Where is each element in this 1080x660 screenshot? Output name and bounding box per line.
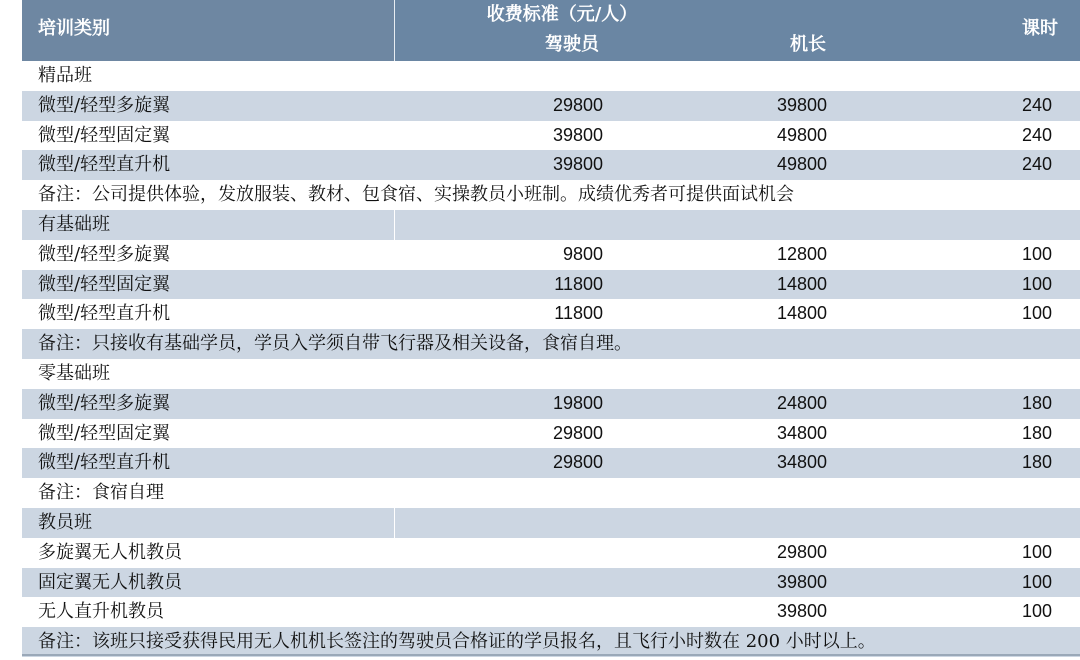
header-category: 培训类别 [38,18,110,39]
section-row [22,61,1080,91]
section-row [22,359,1080,389]
note-row [22,329,1080,359]
section-row [22,210,1080,240]
category-cell: 微型/轻型固定翼 [38,422,171,444]
section-label: 有基础班 [38,213,110,235]
captain-fee-cell: 39800 [776,571,827,592]
note-text: 备注：该班只接受获得民用无人机机长签注的驾驶员合格证的学员报名，且飞行小时数在 200 小时以上。 [38,631,876,653]
hours-cell: 100 [1021,303,1052,324]
hours-cell: 100 [1021,243,1052,264]
category-cell: 微型/轻型多旋翼 [38,243,171,265]
table-row [22,538,1080,568]
captain-fee-cell: 49800 [776,124,827,145]
category-cell: 无人直升机教员 [38,601,164,623]
table-row [22,150,1080,180]
hours-cell: 240 [1021,124,1052,145]
pilot-fee-cell: 29800 [552,94,603,115]
section-divider [394,210,395,240]
captain-fee-cell: 34800 [776,422,827,443]
table-row [22,270,1080,300]
pilot-fee-cell: 29800 [552,422,603,443]
note-text: 备注：公司提供体验，发放服装、教材、包食宿、实操教员小班制。成绩优秀者可提供面试机会 [38,184,794,206]
pilot-fee-cell: 11800 [554,303,603,324]
hours-cell: 100 [1021,273,1052,294]
category-cell: 微型/轻型固定翼 [38,273,171,295]
header-captain: 机长 [790,34,826,55]
category-cell: 多旋翼无人机教员 [38,541,182,563]
section-divider [394,61,395,91]
captain-fee-cell: 29800 [776,541,827,562]
header-pilot: 驾驶员 [545,34,599,55]
category-cell: 固定翼无人机教员 [38,571,182,593]
pilot-fee-cell: 29800 [552,452,603,473]
table-body [0,61,1080,657]
hours-cell: 180 [1021,452,1052,473]
note-row [22,478,1080,508]
category-cell: 微型/轻型多旋翼 [38,94,171,116]
section-divider [394,508,395,538]
captain-fee-cell: 14800 [776,273,827,294]
pilot-fee-cell: 9800 [562,243,603,264]
note-text: 备注：食宿自理 [38,482,164,504]
table-row [22,91,1080,121]
table-row [22,299,1080,329]
table-header [0,0,1080,61]
table-bottom-border [22,654,1080,656]
captain-fee-cell: 34800 [776,452,827,473]
category-cell: 微型/轻型直升机 [38,303,171,325]
hours-cell: 180 [1021,422,1052,443]
pilot-fee-cell: 11800 [554,273,603,294]
section-label: 教员班 [38,511,92,533]
captain-fee-cell: 24800 [776,392,827,413]
hours-cell: 100 [1021,541,1052,562]
category-cell: 微型/轻型直升机 [38,452,171,474]
table-row [22,419,1080,449]
table-row [22,240,1080,270]
hours-cell: 180 [1021,392,1052,413]
category-cell: 微型/轻型固定翼 [38,124,171,146]
hours-cell: 240 [1021,154,1052,175]
hours-cell: 100 [1021,571,1052,592]
captain-fee-cell: 39800 [776,94,827,115]
note-row [22,627,1080,657]
category-cell: 微型/轻型多旋翼 [38,392,171,414]
header-hours: 课时 [1022,18,1058,39]
note-text: 备注：只接收有基础学员，学员入学须自带飞行器及相关设备，食宿自理。 [38,333,632,355]
pilot-fee-cell: 39800 [552,124,603,145]
captain-fee-cell: 49800 [776,154,827,175]
category-cell: 微型/轻型直升机 [38,154,171,176]
section-label: 零基础班 [38,362,110,384]
header-fee-standard: 收费标准（元/人） [486,4,638,25]
table-row [22,121,1080,151]
pilot-fee-cell: 19800 [552,392,603,413]
captain-fee-cell: 12800 [776,243,827,264]
table-row [22,597,1080,627]
section-label: 精品班 [38,65,92,86]
note-row [22,180,1080,210]
hours-cell: 240 [1021,94,1052,115]
captain-fee-cell: 39800 [776,601,827,622]
hours-cell: 100 [1021,601,1052,622]
table-row [22,448,1080,478]
pilot-fee-cell: 39800 [552,154,603,175]
table-row [22,568,1080,598]
section-divider [394,359,395,389]
captain-fee-cell: 14800 [776,303,827,324]
section-row [22,508,1080,538]
table-row [22,389,1080,419]
